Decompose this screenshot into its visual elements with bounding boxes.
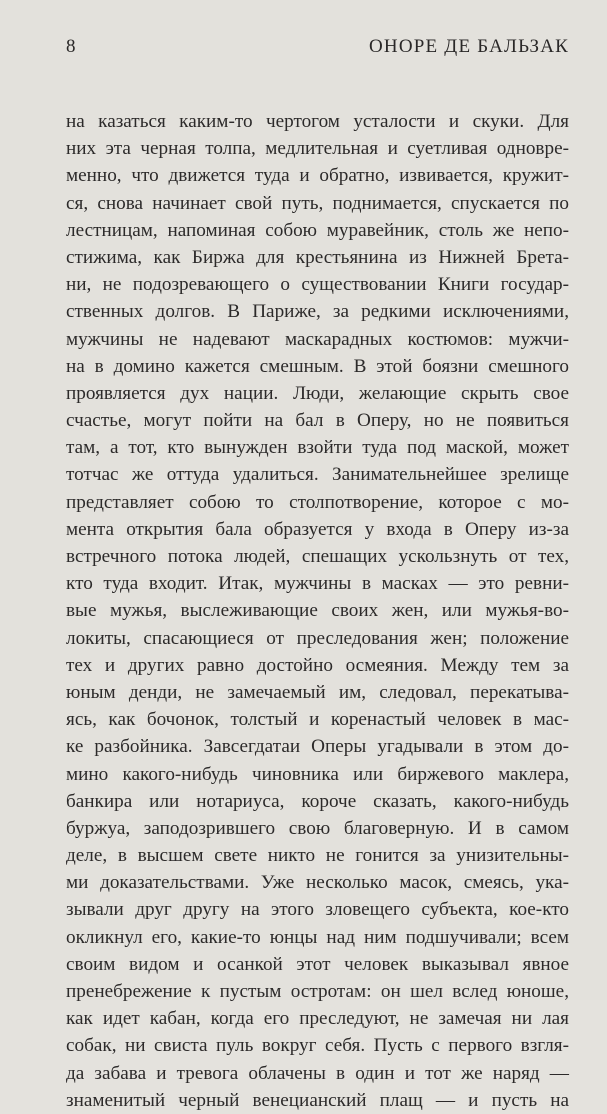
text-line: тотчас же оттуда удалиться. Занимательнейшее зрелище [66,464,569,486]
text-line: пренебрежение к пустым остротам: он шел вслед юноше, [66,981,569,1002]
text-line: на в домино кажется смешным. В этой боязни смешного [66,355,569,377]
text-line: менно, что движется туда и обратно, извивается, кружит- [66,165,569,187]
text-line: мента открытия бала образуется у входа в Оперу из-за [66,518,569,540]
text-line: юным денди, не замечаемый им, следовал, перекатыва- [66,681,569,703]
text-line: на казаться каким-то чертогом усталости и скуки. Для [66,111,569,132]
text-line: деле, в высшем свете никто не гонится за унизительны- [66,845,569,867]
text-line: локиты, спасающиеся от преследования жен; положение [66,627,569,649]
text-line: ясь, как бочонок, толстый и коренастый человек в мас- [66,709,569,731]
text-line: там, а тот, кто вынужден взойти туда под маской, может [66,437,569,459]
text-line: счастье, могут пойти на бал в Оперу, но не появиться [66,410,569,432]
text-line: мино какого-нибудь чиновника или биржевого маклера, [66,763,569,785]
text-line: проявляется дух нации. Люди, желающие скрыть свое [66,382,569,404]
text-line: представляет собою то столпотворение, которое с мо- [66,491,569,513]
text-line: окликнул его, какие-то юнцы над ним подшучивали; всем [66,926,569,948]
text-line: тех и других равно достойно осмеяния. Между тем за [66,654,569,676]
text-line: ке разбойника. Завсегдатаи Оперы угадывали в этом до- [66,736,569,758]
text-line: ся, снова начинает свой путь, поднимается, спускается по [66,192,569,214]
text-line: ни, не подозревающего о существовании Книги государ- [66,274,569,296]
text-line: мужчины не надевают маскарадных костюмов: мужчи- [66,328,569,350]
text-line: своим видом и осанкой этот человек выказывал явное [66,953,569,975]
text-line: ственных долгов. В Париже, за редкими исключениями, [66,301,569,323]
text-line: собак, ни свиста пуль вокруг себя. Пусть с первого взгля- [66,1035,569,1057]
text-line: зывали друг другу на этого зловещего субъекта, кое-кто [66,899,569,921]
text-line: кто туда входит. Итак, мужчины в масках — это ревни- [66,573,569,595]
text-line: ми доказательствами. Уже несколько масок, смеясь, ука- [66,872,569,894]
text-line: банкира или нотариуса, короче сказать, какого-нибудь [66,790,569,812]
running-head [66,36,569,62]
text-line: знаменитый черный венецианский плащ — и пусть на [66,1089,569,1111]
text-line: них эта черная толпа, медлительная и суетливая одновре- [66,138,569,160]
text-line: встречного потока людей, спешащих ускользнуть от тех, [66,546,569,567]
running-head-author: ОНОРЕ ДЕ БАЛЬЗАК [369,36,569,57]
text-line: да забава и тревога облачены в один и тот же наряд — [66,1062,569,1084]
text-line: лестницам, напоминая собою муравейник, столь же непо- [66,219,569,241]
text-line: стижима, как Биржа для крестьянина из Нижней Брета- [66,246,569,268]
text-line: как идет кабан, когда его преследуют, не замечая ни лая [66,1008,569,1030]
body-text [66,108,569,1114]
text-line: буржуа, заподозрившего свою благоверную. И в самом [66,817,569,839]
text-line: вые мужья, выслеживающие своих жен, или мужья-во- [66,600,569,622]
page-number: 8 [66,36,76,57]
